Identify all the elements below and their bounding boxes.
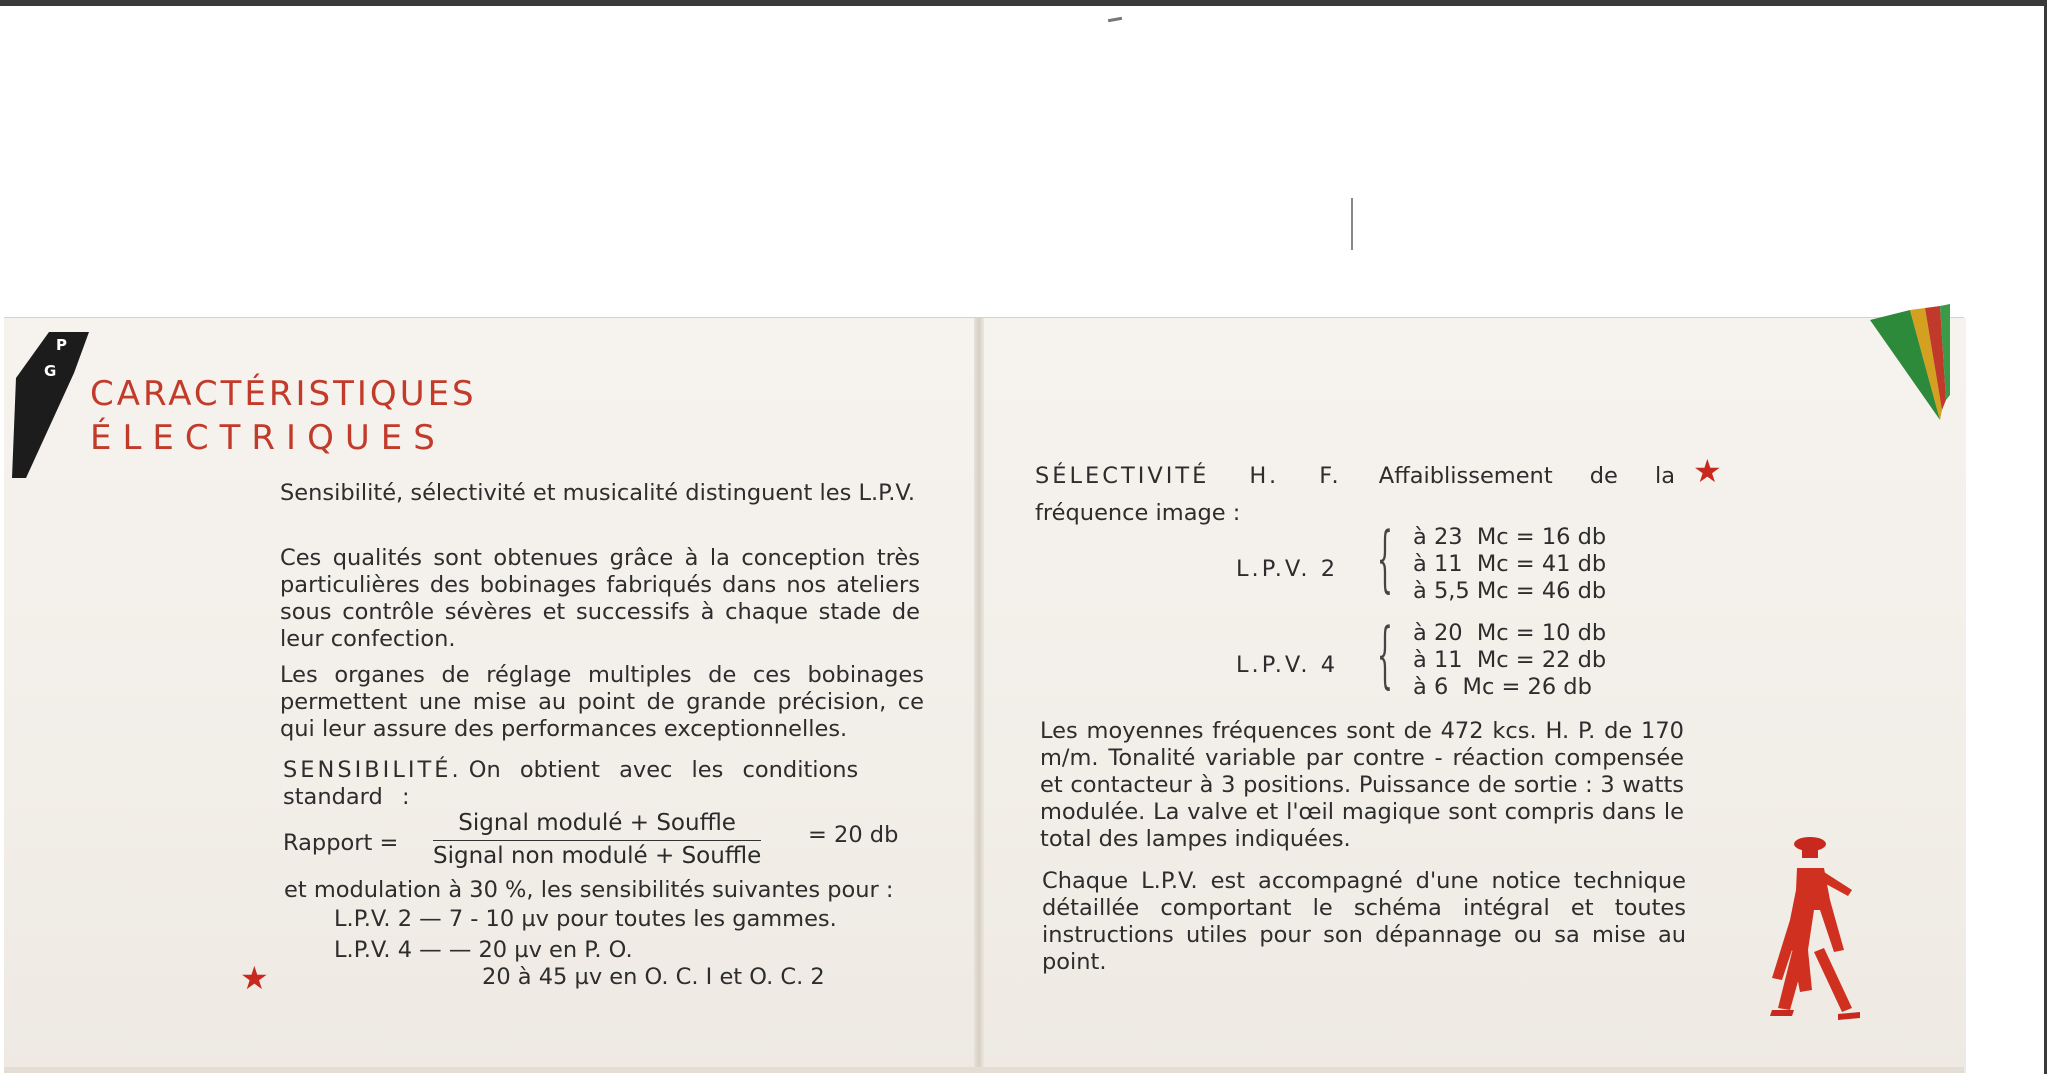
rapport-label: Rapport = <box>283 830 399 856</box>
intro-paragraph: Sensibilité, sélectivité et musicalité distinguent les L.P.V. <box>280 480 916 506</box>
modulation-line: et modulation à 30 %, les sensibilités suivantes pour : <box>284 877 894 903</box>
corner-badge <box>4 318 89 478</box>
lpv2-row: à 23 Mc = 16 db <box>1413 524 1607 550</box>
title-line-2: ÉLECTRIQUES <box>90 418 446 458</box>
fraction-numerator: Signal modulé + Souffle <box>433 808 761 841</box>
ratio-fraction <box>433 808 761 871</box>
qualities-paragraph: Ces qualités sont obtenues grâce à la conception très particulières des bobinages fabriqués dans nos ateliers sous contrôle sévères et successifs à chaque stade de leur confection. <box>280 545 920 652</box>
star-icon: ★ <box>1693 452 1722 490</box>
scan-mark <box>1351 198 1353 250</box>
medium-frequencies-paragraph: Les moyennes fréquences sont de 472 kcs. H. P. de 170 m/m. Tonalité variable par contre - réaction compensée et contacteur à 3 positions. Puissance de sortie : 3 watts modulée. La valve et l'œil magique sont compris dans le total des lampes indiquées. <box>1040 718 1684 852</box>
title-line-1: CARACTÉRISTIQUES <box>90 374 477 414</box>
corner-letter-p: P <box>56 336 67 354</box>
ratio-result: = 20 db <box>808 822 899 848</box>
organs-paragraph: Les organes de réglage multiples de ces bobinages permettent une mise au point de grande précision, ce qui leur assure des performances exceptionnelles. <box>280 662 924 742</box>
sensitivity-text: On obtient avec les conditions standard : <box>283 757 859 810</box>
lpv2-label: L.P.V. 2 <box>1236 556 1339 582</box>
scan-border-top <box>0 0 2047 6</box>
lpv2-sensitivity: L.P.V. 2 — 7 - 10 µv pour toutes les gammes. <box>334 906 837 932</box>
lpv2-row: à 11 Mc = 41 db <box>1413 551 1607 577</box>
brace-lpv2: { <box>1376 516 1393 600</box>
page-title <box>90 372 477 460</box>
lpv4-sensitivity-oc: 20 à 45 µv en O. C. I et O. C. 2 <box>482 964 825 990</box>
star-icon: ★ <box>240 959 269 997</box>
lpv4-row: à 11 Mc = 22 db <box>1413 647 1607 673</box>
bottom-edge <box>4 1067 1964 1073</box>
brace-lpv4: { <box>1376 612 1393 696</box>
corner-letter-g: G <box>44 362 57 380</box>
selectivity-header-line <box>1035 463 1675 490</box>
fraction-denominator: Signal non modulé + Souffle <box>433 843 762 869</box>
selectivity-subtext: fréquence image : <box>1035 500 1241 526</box>
lpv4-row: à 20 Mc = 10 db <box>1413 620 1607 646</box>
lpv4-label: L.P.V. 4 <box>1236 652 1339 678</box>
selectivity-heading: SÉLECTIVITÉ H. F. <box>1035 463 1342 489</box>
lpv4-row: à 6 Mc = 26 db <box>1413 674 1592 700</box>
sailor-figure-icon <box>1752 830 1862 1030</box>
notice-paragraph: Chaque L.P.V. est accompagné d'une notice technique détaillée comportant le schéma intégral et toutes instructions utiles pour son dépannage ou sa mise au point. <box>1042 868 1686 975</box>
center-fold <box>974 318 984 1073</box>
sensitivity-heading: SENSIBILITÉ. <box>283 757 462 783</box>
lpv4-sensitivity: L.P.V. 4 — — 20 µv en P. O. <box>334 937 633 963</box>
sensitivity-block <box>283 757 923 811</box>
lpv2-row: à 5,5 Mc = 46 db <box>1413 578 1607 604</box>
selectivity-text: Affaiblissement de la <box>1378 463 1676 489</box>
scan-speck <box>1108 17 1122 22</box>
color-tab-decoration <box>1870 300 1950 430</box>
